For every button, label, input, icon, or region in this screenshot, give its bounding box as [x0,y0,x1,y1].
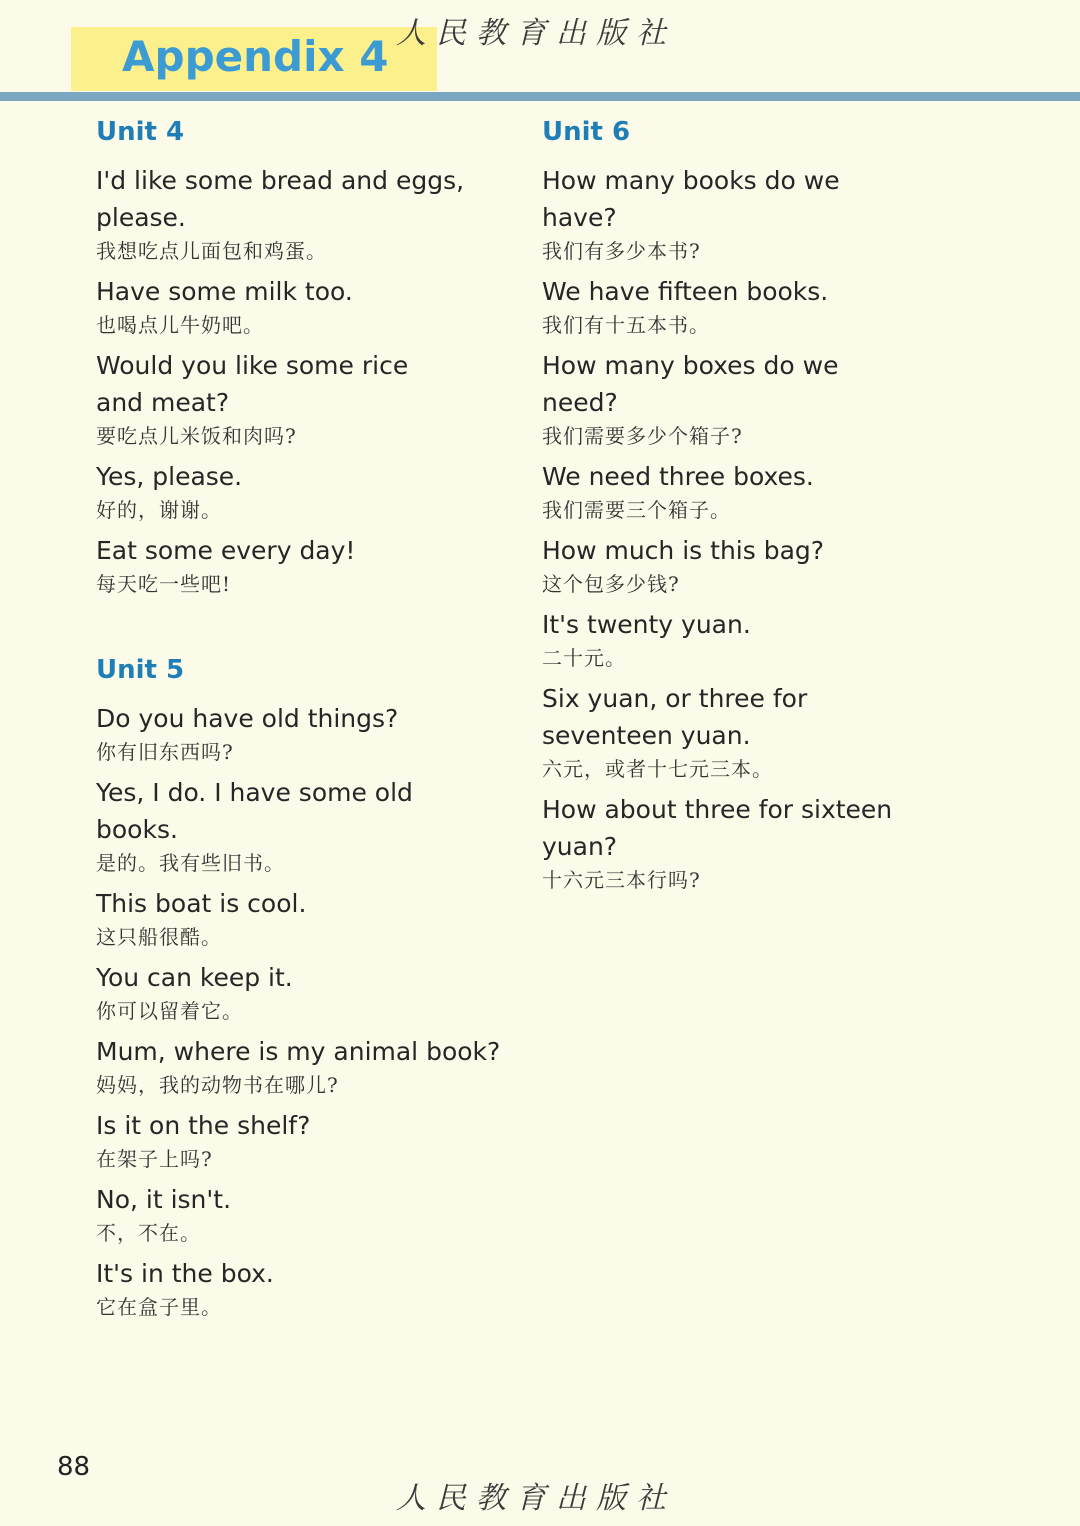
chinese-translation: 我们有多少本书? [542,239,701,263]
header-rule [0,92,1080,101]
english-sentence-line: Have some milk too. [96,277,353,306]
chinese-translation: 我们需要多少个箱子? [542,424,743,448]
right-column [542,114,962,902]
chinese-translation: 妈妈，我的动物书在哪儿? [96,1073,339,1097]
chinese-translation: 是的。我有些旧书。 [96,851,285,875]
unit-heading: Unit 4 [96,117,185,147]
chinese-translation: 二十元。 [542,646,626,670]
english-sentence-line: We need three boxes. [542,462,814,491]
english-sentence-line: Eat some every day! [96,536,356,565]
english-sentence-line: have? [542,203,617,232]
chinese-translation: 在架子上吗? [96,1147,213,1171]
english-sentence-line: books. [96,815,178,844]
english-sentence-line: Mum, where is my animal book? [96,1037,501,1066]
english-sentence-line: How many books do we [542,166,840,195]
english-sentence-line: You can keep it. [96,963,293,992]
english-sentence-line: Would you like some rice [96,351,409,380]
chinese-translation: 每天吃一些吧! [96,572,232,596]
left-column [96,114,536,1329]
english-sentence-line: This boat is cool. [96,889,307,918]
english-sentence-line: How many boxes do we [542,351,839,380]
english-sentence-line: yuan? [542,832,618,861]
english-sentence-line: It's in the box. [96,1259,274,1288]
english-sentence-line: How about three for sixteen [542,795,893,824]
english-sentence-line: Is it on the shelf? [96,1111,311,1140]
english-sentence-line: Do you have old things? [96,704,399,733]
chinese-translation: 你有旧东西吗? [96,740,234,764]
english-sentence-line: Six yuan, or three for [542,684,808,713]
english-sentence-line: please. [96,203,186,232]
chinese-translation: 这个包多少钱? [542,572,680,596]
english-sentence-line: and meat? [96,388,230,417]
chinese-translation: 好的，谢谢。 [96,498,222,522]
publisher-watermark-bottom: 人民教育出版社 [396,1481,676,1516]
unit-heading: Unit 5 [96,655,185,685]
page-number: 88 [57,1452,91,1482]
english-sentence-line: No, it isn't. [96,1185,232,1214]
english-sentence-line: I'd like some bread and eggs, [96,166,465,195]
chinese-translation: 我们需要三个箱子。 [542,498,731,522]
chinese-translation: 它在盒子里。 [96,1295,222,1319]
english-sentence-line: Yes, I do. I have some old [96,778,413,807]
unit-heading: Unit 6 [542,117,631,147]
section-gap [96,606,536,652]
chinese-translation: 这只船很酷。 [96,925,222,949]
chinese-translation: 也喝点儿牛奶吧。 [96,313,264,337]
publisher-watermark-top: 人民教育出版社 [396,16,676,51]
page-title: Appendix 4 [122,32,389,81]
chinese-translation: 我想吃点儿面包和鸡蛋。 [96,239,327,263]
english-sentence-line: seventeen yuan. [542,721,751,750]
chinese-translation: 我们有十五本书。 [542,313,710,337]
english-sentence-line: How much is this bag? [542,536,825,565]
chinese-translation: 要吃点儿米饭和肉吗? [96,424,297,448]
chinese-translation: 十六元三本行吗? [542,868,701,892]
chinese-translation: 你可以留着它。 [96,999,243,1023]
english-sentence-line: We have fifteen books. [542,277,829,306]
english-sentence-line: It's twenty yuan. [542,610,751,639]
chinese-translation: 六元，或者十七元三本。 [542,757,773,781]
english-sentence-line: need? [542,388,618,417]
chinese-translation: 不，不在。 [96,1221,201,1245]
english-sentence-line: Yes, please. [96,462,243,491]
